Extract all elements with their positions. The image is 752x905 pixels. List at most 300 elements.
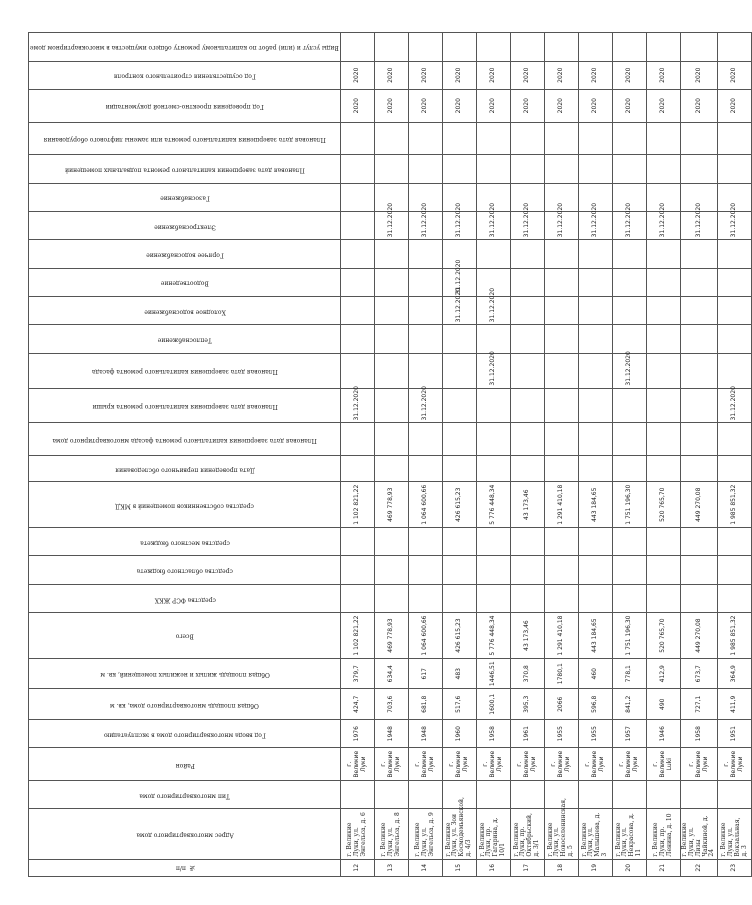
cell-c7: 2020	[718, 61, 752, 89]
cell-drain	[718, 268, 752, 296]
cell-res_area: 634,4	[374, 658, 408, 689]
cell-fund	[718, 584, 752, 612]
cell-hot	[510, 240, 544, 268]
cell-state_date	[510, 456, 544, 482]
hdr-state-date: Дата проведения первичного обследования	[29, 456, 341, 482]
cell-num: 12	[340, 859, 374, 876]
cell-c5	[374, 122, 408, 155]
cell-c3	[544, 353, 578, 388]
cell-owners: 520 765,70	[646, 482, 680, 528]
cell-c3	[408, 353, 442, 388]
cell-blank	[476, 33, 510, 62]
cell-num: 15	[442, 859, 476, 876]
cell-year: 1976	[340, 720, 374, 748]
cell-blank	[442, 33, 476, 62]
cell-type	[612, 781, 646, 809]
cell-regional	[510, 556, 544, 584]
cell-c3: 31.12.2020	[612, 353, 646, 388]
cell-fund	[408, 584, 442, 612]
cell-area: г. Великие Luki	[646, 748, 680, 781]
cell-blank	[510, 33, 544, 62]
cell-regional	[544, 556, 578, 584]
cell-gas	[340, 183, 374, 211]
cell-state_date	[544, 456, 578, 482]
cell-addr: г. Великие Луки, пр. Ленина, д. 10	[646, 809, 680, 859]
cell-c1	[578, 423, 612, 456]
cell-total: 1 751 196,30	[612, 613, 646, 659]
cell-owners: 1 064 600,66	[408, 482, 442, 528]
cell-area: г. Великие Луки	[476, 748, 510, 781]
cell-addr: г. Великие Луки, ул. Энгельса, д. 8	[374, 809, 408, 859]
capital-repair-table	[28, 32, 752, 877]
cell-state_date	[408, 456, 442, 482]
cell-c4	[374, 155, 408, 183]
cell-total_area: 411,9	[718, 689, 752, 720]
cell-local	[374, 528, 408, 556]
cell-local	[510, 528, 544, 556]
cell-total: 1 985 851,32	[718, 613, 752, 659]
cell-num: 17	[510, 859, 544, 876]
cell-hot	[718, 240, 752, 268]
cell-fund	[340, 584, 374, 612]
cell-total: 43 173,46	[510, 613, 544, 659]
cell-regional	[340, 556, 374, 584]
cell-num: 13	[374, 859, 408, 876]
cell-local	[718, 528, 752, 556]
cell-c5	[476, 122, 510, 155]
cell-drain	[408, 268, 442, 296]
cell-c3: 31.12.2020	[476, 353, 510, 388]
hdr-c5: Плановая дата завершения капитального ремонта или замены лифтового оборудования	[29, 122, 341, 155]
cell-year: 1958	[476, 720, 510, 748]
cell-local	[578, 528, 612, 556]
cell-local	[544, 528, 578, 556]
cell-c4	[646, 155, 680, 183]
cell-num: 21	[646, 859, 680, 876]
hdr-owners: средства собственников помещений в МКД	[29, 482, 341, 528]
cell-owners: 1 985 851,32	[718, 482, 752, 528]
hdr-c3: Плановая дата завершения капитального ремонта фасада	[29, 353, 341, 388]
cell-fund	[374, 584, 408, 612]
cell-c7: 2020	[646, 61, 680, 89]
cell-type	[510, 781, 544, 809]
cell-year: 1955	[544, 720, 578, 748]
cell-drain: 31.12.2020	[442, 268, 476, 296]
table-row	[680, 33, 717, 877]
cell-c1	[476, 423, 510, 456]
cell-state_date	[340, 456, 374, 482]
hdr-fund: средства ФСР ЖКХ	[29, 584, 341, 612]
cell-addr: г. Великие Луки, ул. Энгельса, д. 9	[408, 809, 442, 859]
hdr-year: Год ввода многоквартирного дома в эксплуатацию	[29, 720, 341, 748]
cell-fund	[442, 584, 476, 612]
cell-owners: 469 778,93	[374, 482, 408, 528]
cell-owners: 43 173,46	[510, 482, 544, 528]
cell-state_date	[442, 456, 476, 482]
cell-hot	[646, 240, 680, 268]
table-row	[578, 33, 612, 877]
cell-cold: 31.12.2020	[442, 297, 476, 325]
cell-num: 23	[718, 859, 752, 876]
cell-total_area: 424,7	[340, 689, 374, 720]
hdr-cold: Холодное водоснабжение	[29, 297, 341, 325]
cell-c4	[578, 155, 612, 183]
hdr-c7: Год осуществления строительного контроля	[29, 61, 341, 89]
hdr-total-area: Общая площадь многоквартирного дома, кв. м	[29, 689, 341, 720]
cell-state_date	[374, 456, 408, 482]
hdr-electric: Электроснабжение	[29, 211, 341, 239]
cell-area: г. Великие Луки	[340, 748, 374, 781]
cell-c6: 2020	[680, 89, 717, 122]
cell-cold	[578, 297, 612, 325]
cell-regional	[374, 556, 408, 584]
cell-res_area: 412,9	[646, 658, 680, 689]
cell-c2	[612, 388, 646, 423]
cell-total: 443 184,65	[578, 613, 612, 659]
cell-c5	[578, 122, 612, 155]
hdr-regional: средства областного бюджета	[29, 556, 341, 584]
cell-c7: 2020	[442, 61, 476, 89]
cell-heat	[408, 325, 442, 353]
cell-heat	[476, 325, 510, 353]
cell-electric: 31.12.2020	[408, 211, 442, 239]
cell-res_area: 1446,51	[476, 658, 510, 689]
cell-num: 18	[544, 859, 578, 876]
cell-electric: 31.12.2020	[680, 211, 717, 239]
cell-type	[374, 781, 408, 809]
cell-fund	[578, 584, 612, 612]
cell-c4	[510, 155, 544, 183]
cell-cold	[510, 297, 544, 325]
cell-num: 16	[476, 859, 510, 876]
hdr-gas: Газоснабжение	[29, 183, 341, 211]
cell-c2	[442, 388, 476, 423]
cell-electric: 31.12.2020	[374, 211, 408, 239]
cell-owners: 1 751 196,30	[612, 482, 646, 528]
cell-area: г. Великие Луки	[680, 748, 717, 781]
cell-cold	[408, 297, 442, 325]
cell-fund	[612, 584, 646, 612]
cell-c2	[646, 388, 680, 423]
table-row	[510, 33, 544, 877]
cell-hot	[612, 240, 646, 268]
cell-year: 1948	[374, 720, 408, 748]
cell-regional	[646, 556, 680, 584]
cell-num: 19	[578, 859, 612, 876]
hdr-drain: Водоотведение	[29, 268, 341, 296]
cell-regional	[442, 556, 476, 584]
cell-regional	[578, 556, 612, 584]
cell-c4	[408, 155, 442, 183]
cell-fund	[510, 584, 544, 612]
cell-c2	[374, 388, 408, 423]
cell-fund	[476, 584, 510, 612]
cell-fund	[646, 584, 680, 612]
cell-c7: 2020	[680, 61, 717, 89]
cell-c1	[544, 423, 578, 456]
hdr-residential-area: Общая площадь жилых и нежилых помещений, кв. м	[29, 658, 341, 689]
cell-c4	[718, 155, 752, 183]
cell-c2	[510, 388, 544, 423]
cell-addr: г. Великие Луки, ул. Новоселенинская, д. 5	[544, 809, 578, 859]
cell-addr: г. Великие Луки, ул. Вокзальная, д. 3	[718, 809, 752, 859]
cell-c7: 2020	[578, 61, 612, 89]
cell-c1	[646, 423, 680, 456]
cell-area: г. Великие Луки	[374, 748, 408, 781]
cell-regional	[612, 556, 646, 584]
cell-addr: г. Великие Луки, ул. Некрасова, д. 11	[612, 809, 646, 859]
hdr-total: Всего	[29, 613, 341, 659]
cell-heat	[578, 325, 612, 353]
cell-local	[340, 528, 374, 556]
cell-regional	[680, 556, 717, 584]
cell-c1	[408, 423, 442, 456]
hdr-num: № п/п	[29, 859, 341, 876]
cell-year: 1960	[442, 720, 476, 748]
cell-regional	[476, 556, 510, 584]
hdr-c2: Плановая дата завершения капитального ремонта крыши	[29, 388, 341, 423]
cell-local	[612, 528, 646, 556]
cell-addr: г. Великие Луки, ул. Малышева, д. 3	[578, 809, 612, 859]
table-row	[646, 33, 680, 877]
table-row	[476, 33, 510, 877]
cell-total: 520 765,70	[646, 613, 680, 659]
cell-c5	[408, 122, 442, 155]
hdr-c1: Плановая дата завершения капитального ремонта фасада многоквартирного дома	[29, 423, 341, 456]
cell-total_area: 703,6	[374, 689, 408, 720]
cell-blank	[718, 33, 752, 62]
table-row	[718, 33, 752, 877]
cell-res_area: 673,7	[680, 658, 717, 689]
hdr-settlement: Район	[29, 748, 341, 781]
hdr-c6: Год проведения проектно-сметной документации	[29, 89, 341, 122]
cell-area: г. Великие Луки	[612, 748, 646, 781]
cell-total_area: 841,2	[612, 689, 646, 720]
hdr-address: Адрес многоквартирного дома	[29, 809, 341, 859]
cell-blank	[340, 33, 374, 62]
cell-hot	[408, 240, 442, 268]
cell-total: 5 776 448,34	[476, 613, 510, 659]
cell-blank	[578, 33, 612, 62]
hdr-works-group: Виды услуг и (или) работ по капитальному ремонту общего имущества в многоквартирном доме	[29, 33, 341, 62]
cell-total_area: 490	[646, 689, 680, 720]
cell-total: 1 291 410,18	[544, 613, 578, 659]
cell-local	[680, 528, 717, 556]
cell-res_area: 1780,1	[544, 658, 578, 689]
cell-hot	[544, 240, 578, 268]
cell-c4	[442, 155, 476, 183]
cell-cold	[718, 297, 752, 325]
cell-electric: 31.12.2020	[646, 211, 680, 239]
cell-c2	[476, 388, 510, 423]
cell-drain	[374, 268, 408, 296]
cell-electric: 31.12.2020	[510, 211, 544, 239]
cell-area: г. Великие Луки	[442, 748, 476, 781]
cell-addr: г. Великие Луки, ул. Зои Космодемьянской, д. 4/3	[442, 809, 476, 859]
cell-addr: г. Великие Луки, ул. Лизы Чайкиной, д. 24	[680, 809, 717, 859]
cell-cold	[612, 297, 646, 325]
cell-drain	[544, 268, 578, 296]
cell-hot	[680, 240, 717, 268]
cell-blank	[374, 33, 408, 62]
cell-area: г. Великие Луки	[408, 748, 442, 781]
cell-c4	[544, 155, 578, 183]
cell-total_area: 2066	[544, 689, 578, 720]
cell-hot	[578, 240, 612, 268]
cell-electric: 31.12.2020	[442, 211, 476, 239]
cell-year: 1951	[718, 720, 752, 748]
cell-c4	[612, 155, 646, 183]
table-row	[442, 33, 476, 877]
cell-blank	[544, 33, 578, 62]
hdr-c4: Плановая дата завершения капитального ремонта подвальных помещений	[29, 155, 341, 183]
cell-type	[680, 781, 717, 809]
cell-area: г. Великие Луки	[510, 748, 544, 781]
cell-res_area: 460	[578, 658, 612, 689]
cell-owners: 449 270,08	[680, 482, 717, 528]
cell-addr: г. Великие Луки, ул. Энгельса, д. 6	[340, 809, 374, 859]
cell-c2	[544, 388, 578, 423]
cell-hot	[476, 240, 510, 268]
cell-c5	[340, 122, 374, 155]
cell-res_area: 617	[408, 658, 442, 689]
cell-type	[340, 781, 374, 809]
cell-c5	[680, 122, 717, 155]
cell-total: 1 064 600,66	[408, 613, 442, 659]
cell-regional	[718, 556, 752, 584]
cell-year: 1961	[510, 720, 544, 748]
cell-drain	[510, 268, 544, 296]
cell-c2: 31.12.2020	[408, 388, 442, 423]
cell-state_date	[578, 456, 612, 482]
cell-c6: 2020	[544, 89, 578, 122]
cell-year: 1946	[646, 720, 680, 748]
cell-heat	[718, 325, 752, 353]
cell-c1	[612, 423, 646, 456]
cell-total_area: 1600,1	[476, 689, 510, 720]
cell-c1	[442, 423, 476, 456]
cell-owners: 1 291 410,18	[544, 482, 578, 528]
cell-heat	[374, 325, 408, 353]
cell-blank	[408, 33, 442, 62]
cell-c2	[578, 388, 612, 423]
cell-addr: г. Великие Луки, пр. Гагарина, д. 10/1	[476, 809, 510, 859]
cell-c7: 2020	[544, 61, 578, 89]
cell-total_area: 517,6	[442, 689, 476, 720]
cell-fund	[544, 584, 578, 612]
cell-state_date	[646, 456, 680, 482]
cell-type	[408, 781, 442, 809]
cell-electric: 31.12.2020	[544, 211, 578, 239]
cell-cold	[680, 297, 717, 325]
cell-type	[578, 781, 612, 809]
cell-res_area: 379,7	[340, 658, 374, 689]
cell-c1	[340, 423, 374, 456]
cell-type	[718, 781, 752, 809]
cell-c1	[718, 423, 752, 456]
cell-c7: 2020	[408, 61, 442, 89]
cell-c4	[476, 155, 510, 183]
cell-c3	[374, 353, 408, 388]
cell-fund	[680, 584, 717, 612]
cell-res_area: 370,8	[510, 658, 544, 689]
cell-blank	[646, 33, 680, 62]
cell-c3	[510, 353, 544, 388]
cell-c5	[718, 122, 752, 155]
cell-c5	[442, 122, 476, 155]
table-row	[374, 33, 408, 877]
cell-area: г. Великие Луки	[544, 748, 578, 781]
cell-drain	[612, 268, 646, 296]
cell-total: 1 102 821,22	[340, 613, 374, 659]
cell-num: 22	[680, 859, 717, 876]
cell-cold	[340, 297, 374, 325]
cell-c6: 2020	[578, 89, 612, 122]
cell-heat	[544, 325, 578, 353]
cell-drain	[646, 268, 680, 296]
cell-local	[476, 528, 510, 556]
cell-electric: 31.12.2020	[476, 211, 510, 239]
cell-electric: 31.12.2020	[718, 211, 752, 239]
cell-owners: 443 184,65	[578, 482, 612, 528]
cell-heat	[680, 325, 717, 353]
cell-c3	[646, 353, 680, 388]
cell-c7: 2020	[374, 61, 408, 89]
cell-drain	[680, 268, 717, 296]
cell-total_area: 727,1	[680, 689, 717, 720]
cell-electric: 31.12.2020	[612, 211, 646, 239]
cell-c1	[510, 423, 544, 456]
cell-res_area: 364,9	[718, 658, 752, 689]
cell-c5	[544, 122, 578, 155]
cell-c6: 2020	[476, 89, 510, 122]
cell-hot	[374, 240, 408, 268]
cell-heat	[340, 325, 374, 353]
cell-total_area: 681,8	[408, 689, 442, 720]
cell-drain	[340, 268, 374, 296]
cell-c2	[680, 388, 717, 423]
cell-num: 20	[612, 859, 646, 876]
cell-total_area: 596,8	[578, 689, 612, 720]
cell-electric: 31.12.2020	[578, 211, 612, 239]
cell-c2: 31.12.2020	[718, 388, 752, 423]
cell-c5	[510, 122, 544, 155]
cell-local	[646, 528, 680, 556]
table-row	[612, 33, 646, 877]
cell-c6: 2020	[340, 89, 374, 122]
cell-total_area: 395,3	[510, 689, 544, 720]
cell-owners: 426 615,23	[442, 482, 476, 528]
cell-c3	[578, 353, 612, 388]
table-row	[408, 33, 442, 877]
cell-c5	[646, 122, 680, 155]
cell-total: 469 778,93	[374, 613, 408, 659]
cell-num: 14	[408, 859, 442, 876]
hdr-local: средства местного бюджета	[29, 528, 341, 556]
hdr-type: Тип многоквартирного дома	[29, 781, 341, 809]
cell-c4	[680, 155, 717, 183]
cell-c2: 31.12.2020	[340, 388, 374, 423]
cell-type	[646, 781, 680, 809]
cell-c1	[374, 423, 408, 456]
cell-local	[442, 528, 476, 556]
cell-c3	[718, 353, 752, 388]
cell-c7: 2020	[510, 61, 544, 89]
cell-blank	[612, 33, 646, 62]
cell-heat	[510, 325, 544, 353]
cell-area: г. Великие Луки	[718, 748, 752, 781]
cell-c3	[340, 353, 374, 388]
